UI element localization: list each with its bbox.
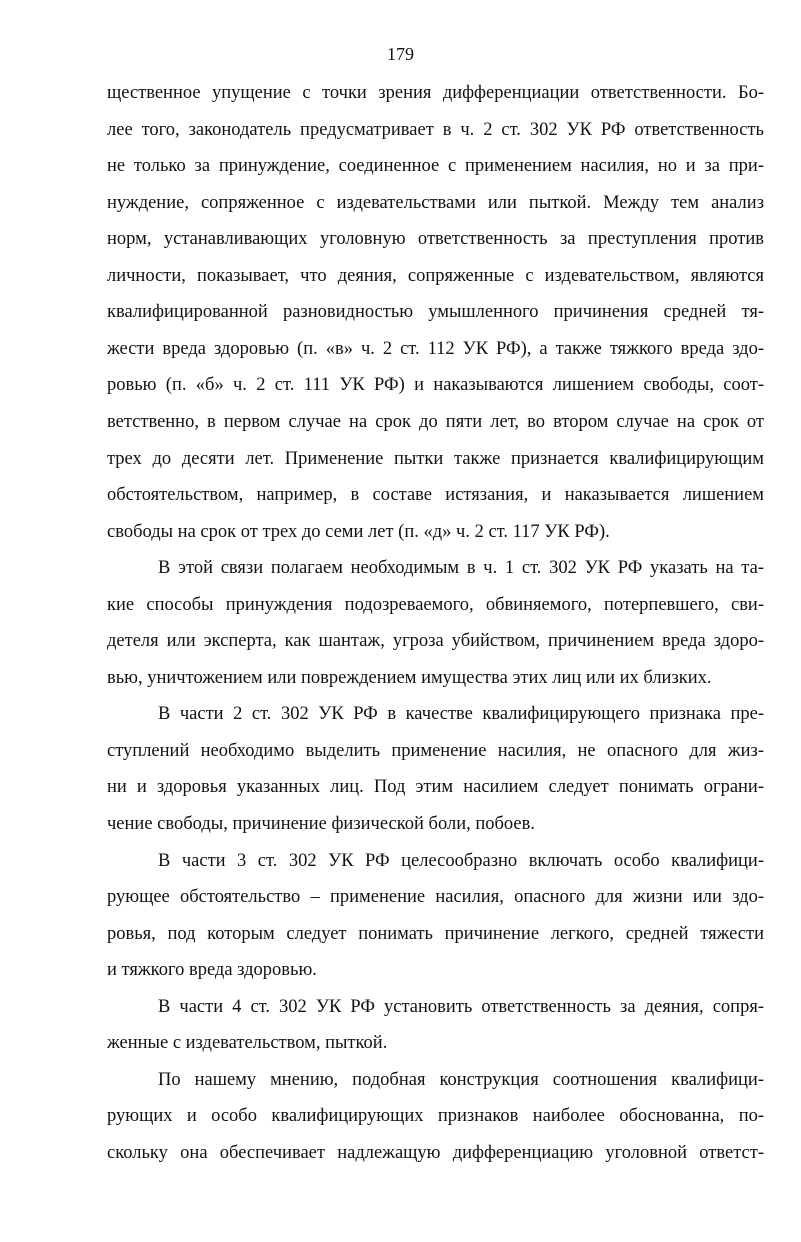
text-line: рующее обстоятельство – применение насилия, опасного для жизни или здо- [107, 887, 764, 908]
text-line: чение свободы, причинение физической боли, побоев. [107, 814, 535, 834]
text-line: рующих и особо квалифицирующих признаков наиболее обоснованна, по- [107, 1106, 764, 1127]
text-line: трех до десяти лет. Применение пытки также признается квалифицирующим [107, 448, 764, 469]
text-line: норм, устанавливающих уголовную ответственность за преступления против [107, 229, 764, 250]
text-line: вью, уничтожением или повреждением имущества этих лиц или их близких. [107, 667, 712, 688]
text-line: не только за принуждение, соединенное с применением насилия, но и за при- [107, 156, 764, 177]
text-line: нуждение, сопряженное с издевательствами или пыткой. Между тем анализ [107, 192, 764, 213]
text-line: свободы на срок от трех до семи лет (п. «д» ч. 2 ст. 117 УК РФ). [107, 521, 610, 542]
text-line: обстоятельством, например, в составе истязания, и наказывается лишением [107, 485, 764, 505]
text-line: По нашему мнению, подобная конструкция соотношения квалифици- [158, 1069, 764, 1090]
text-line: щественное упущение с точки зрения дифференциации ответственности. Бо- [107, 83, 764, 103]
text-line: ровью (п. «б» ч. 2 ст. 111 УК РФ) и наказываются лишением свободы, соот- [107, 375, 764, 396]
page-number: 179 [387, 44, 414, 64]
text-line: квалифицированной разновидностью умышленного причинения средней тя- [107, 302, 764, 323]
text-line: В части 2 ст. 302 УК РФ в качестве квалифицирующего признака пре- [158, 704, 764, 725]
text-line: скольку она обеспечивает надлежащую дифференциацию уголовной ответст- [107, 1142, 764, 1163]
text-line: ступлений необходимо выделить применение насилия, не опасного для жиз- [107, 740, 764, 761]
text-line: кие способы принуждения подозреваемого, обвиняемого, потерпевшего, сви- [107, 594, 764, 615]
text-line: В этой связи полагаем необходимым в ч. 1 ст. 302 УК РФ указать на та- [158, 558, 764, 579]
text-line: женные с издевательством, пыткой. [107, 1033, 388, 1054]
text-line: и тяжкого вреда здоровью. [107, 960, 317, 981]
text-line: детеля или эксперта, как шантаж, угроза убийством, причинением вреда здоро- [107, 631, 764, 652]
text-line: В части 3 ст. 302 УК РФ целесообразно включать особо квалифици- [158, 850, 764, 871]
text-line: личности, показывает, что деяния, сопряженные с издевательством, являются [107, 265, 764, 286]
text-line: жести вреда здоровью (п. «в» ч. 2 ст. 112 УК РФ), а также тяжкого вреда здо- [107, 338, 764, 359]
text-line: ровья, под которым следует понимать причинение легкого, средней тяжести [107, 923, 764, 944]
text-line: ветственно, в первом случае на срок до пяти лет, во втором случае на срок от [107, 411, 764, 432]
text-line: В части 4 ст. 302 УК РФ установить ответственность за деяния, сопря- [158, 996, 764, 1017]
text-line: лее того, законодатель предусматривает в ч. 2 ст. 302 УК РФ ответственность [107, 119, 764, 140]
text-line: ни и здоровья указанных лиц. Под этим насилием следует понимать ограни- [107, 777, 764, 798]
